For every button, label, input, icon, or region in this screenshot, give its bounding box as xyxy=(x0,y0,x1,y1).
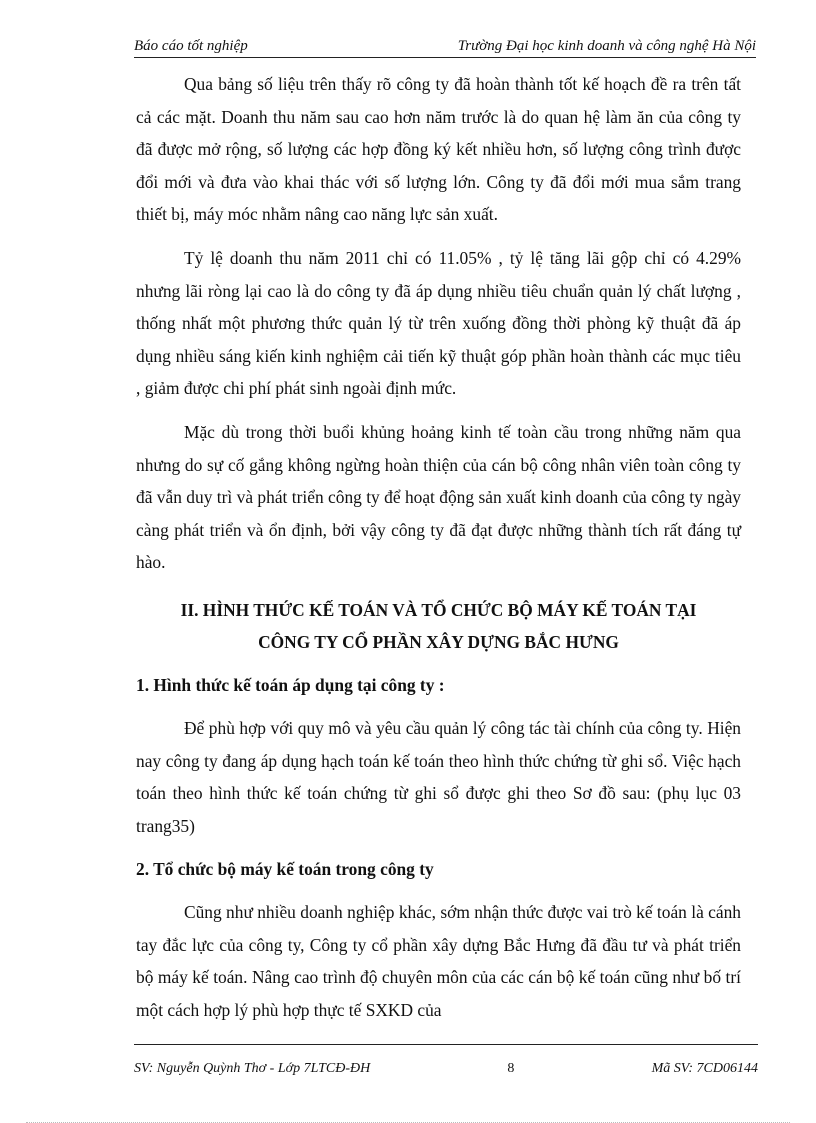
document-body xyxy=(136,68,741,1027)
page-header xyxy=(134,34,756,58)
section-heading-line1: II. HÌNH THỨC KẾ TOÁN VÀ TỔ CHỨC BỘ MÁY KẾ TOÁN TẠI xyxy=(180,599,697,620)
header-university-name: Trường Đại học kinh doanh và công nghệ Hà Nội xyxy=(457,38,756,54)
page-footer xyxy=(134,1044,758,1077)
footer-student-info: SV: Nguyễn Quỳnh Thơ - Lớp 7LTCĐ-ĐH xyxy=(134,1061,371,1076)
paragraph-revenue-ratio: Tỷ lệ doanh thu năm 2011 chỉ có 11.05% , tỷ lệ tăng lãi gộp chỉ có 4.29% nhưng lãi ròng lại cao là do công ty đã áp dụng nhiều tiêu chuẩn quản lý chất lượng , thống nhất một phương thức quản lý từ trên xuống đồng thời phòng kỹ thuật đã áp dụng nhiều sáng kiến kinh nghiệm cải tiến kỹ thuật góp phần hoàn thành các mục tiêu , giảm được chi phí phát sinh ngoài định mức. xyxy=(136,247,741,399)
page-number: 8 xyxy=(507,1061,515,1076)
header-report-title: Báo cáo tốt nghiệp xyxy=(134,38,248,54)
subsection-2-title: 2. Tổ chức bộ máy kế toán trong công ty xyxy=(136,859,434,880)
paragraph-crisis-development: Mặc dù trong thời buổi khủng hoảng kinh tế toàn cầu trong những năm qua nhưng do sự cố gắng không ngừng hoàn thiện của cán bộ công nhân viên toàn công ty đã vẫn duy trì và phát triển công ty để hoạt động sản xuất kinh doanh của công ty ngày càng phát triển và ổn định, bởi vậy công ty đã đạt được những thành tích rất đáng tự hào. xyxy=(136,421,741,573)
footer-student-id: Mã SV: 7CD06144 xyxy=(651,1061,758,1076)
subsection-1-text: Để phù hợp với quy mô và yêu cầu quản lý công tác tài chính của công ty. Hiện nay công ty đang áp dụng hạch toán kế toán theo hình thức chứng từ ghi sổ. Việc hạch toán theo hình thức kế toán chứng từ ghi sổ được ghi theo Sơ đồ sau: (phụ lục 03 trang35) xyxy=(136,717,741,836)
subsection-1-title: 1. Hình thức kế toán áp dụng tại công ty : xyxy=(136,674,445,695)
subsection-2-text: Cũng như nhiều doanh nghiệp khác, sớm nhận thức được vai trò kế toán là cánh tay đắc lực của công ty, Công ty cổ phần xây dựng Bắc Hưng đã đầu tư và phát triển bộ máy kế toán. Nâng cao trình độ chuyên môn của các cán bộ kế toán cũng như bố trí một cách hợp lý phù hợp thực tế SXKD của xyxy=(136,902,741,1021)
paragraph-revenue-summary: Qua bảng số liệu trên thấy rõ công ty đã hoàn thành tốt kế hoạch đề ra trên tất cả các mặt. Doanh thu năm sau cao hơn năm trước là do quan hệ làm ăn của công ty đã được mở rộng, số lượng các hợp đồng ký kết nhiều hơn, số lượng công trình được đổi mới và đưa vào khai thác với số lượng lớn. Công ty đã đổi mới mua sắm trang thiết bị, máy móc nhằm nâng cao năng lực sản xuất. xyxy=(136,74,741,225)
section-heading-line2: CÔNG TY CỔ PHẦN XÂY DỰNG BẮC HƯNG xyxy=(258,631,619,652)
